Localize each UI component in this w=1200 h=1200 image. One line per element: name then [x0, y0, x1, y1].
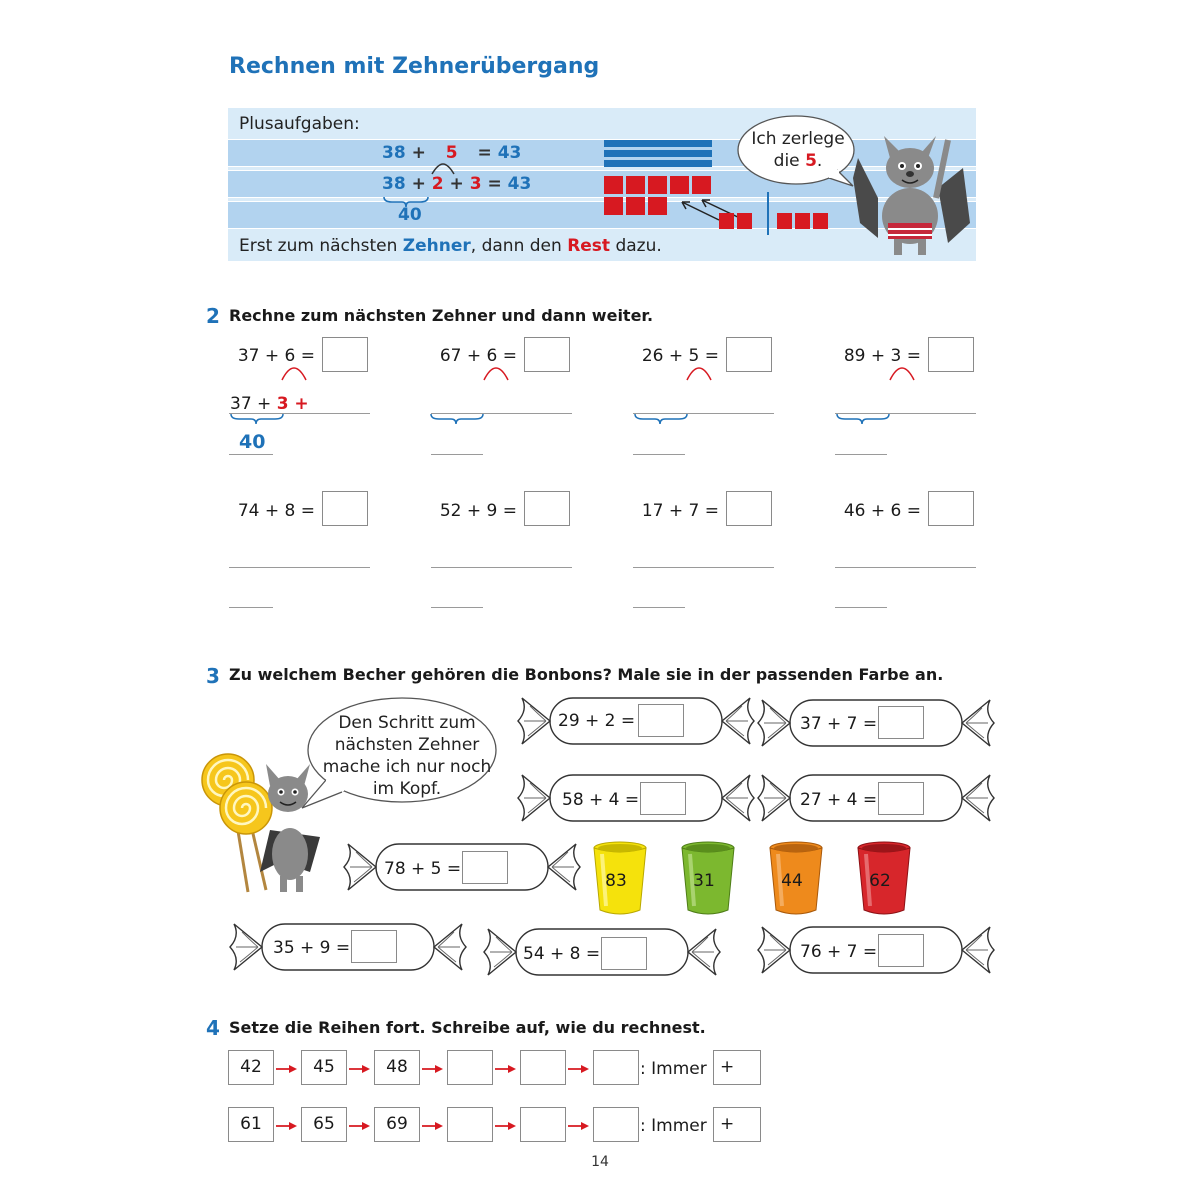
split-caret-icon — [684, 366, 714, 382]
bat-mascot-icon — [848, 128, 973, 261]
sequence-answer-box[interactable] — [447, 1107, 493, 1142]
arrow-right-icon — [276, 1064, 298, 1074]
answer-box[interactable] — [726, 337, 772, 372]
task-expression: 26 + 5 = — [641, 346, 719, 366]
exercise-2-title: Rechne zum nächsten Zehner und dann weiter. — [229, 306, 654, 325]
work-line[interactable] — [633, 454, 685, 455]
work-line[interactable] — [431, 607, 483, 608]
info-equation-2: 38 + 2 + 3 = 43 — [382, 174, 532, 194]
cup-label: 31 — [693, 871, 715, 891]
sequence-box: 69 — [374, 1107, 420, 1142]
candy[interactable] — [516, 694, 756, 748]
exercise-4-title: Setze die Reihen fort. Schreibe auf, wie du rechnest. — [229, 1018, 706, 1037]
candy-expression: 58 + 4 = — [562, 790, 640, 810]
rule-box[interactable]: + — [713, 1050, 761, 1085]
candy-expression: 35 + 9 = — [273, 938, 351, 958]
brace-icon — [835, 413, 891, 425]
arrow-right-icon — [349, 1064, 371, 1074]
answer-box[interactable] — [638, 704, 684, 737]
page-number: 14 — [591, 1154, 609, 1170]
candy-expression: 54 + 8 = — [523, 944, 601, 964]
exercise-3-title: Zu welchem Becher gehören die Bonbons? Male sie in der passenden Farbe an. — [229, 665, 944, 684]
cup-label: 44 — [781, 871, 803, 891]
info-heading: Plusaufgaben: — [239, 114, 360, 134]
rule-box[interactable]: + — [713, 1107, 761, 1142]
answer-box[interactable] — [524, 337, 570, 372]
answer-box[interactable] — [524, 491, 570, 526]
candy-expression: 29 + 2 = — [558, 711, 636, 731]
answer-box[interactable] — [928, 337, 974, 372]
page-title: Rechnen mit Zehnerübergang — [229, 54, 600, 79]
example-expression: 37 + 3 + — [230, 394, 309, 414]
split-caret-icon — [887, 366, 917, 382]
task-expression: 17 + 7 = — [641, 501, 719, 521]
answer-box[interactable] — [878, 706, 924, 739]
answer-box[interactable] — [928, 491, 974, 526]
work-line[interactable] — [431, 454, 483, 455]
arrow-right-icon — [422, 1121, 444, 1131]
info-box — [228, 108, 976, 261]
work-line[interactable] — [633, 567, 774, 568]
answer-box[interactable] — [322, 337, 368, 372]
candy-expression: 27 + 4 = — [800, 790, 878, 810]
candy-expression: 78 + 5 = — [384, 859, 462, 879]
info-equation-1: 38 + 5 = 43 — [382, 143, 522, 163]
brace-icon — [229, 413, 285, 425]
arrow-right-icon — [422, 1064, 444, 1074]
exercise-4-number: 4 — [206, 1016, 220, 1040]
exercise-2-number: 2 — [206, 304, 220, 328]
work-line[interactable] — [835, 454, 887, 455]
answer-box[interactable] — [640, 782, 686, 815]
work-line[interactable] — [229, 607, 273, 608]
work-line[interactable] — [835, 567, 976, 568]
info-footer: Erst zum nächsten Zehner, dann den Rest dazu. — [239, 236, 662, 256]
answer-box[interactable] — [878, 934, 924, 967]
bubble-text: Ich zerlege die 5. — [751, 129, 845, 171]
sequence-box: 48 — [374, 1050, 420, 1085]
work-line[interactable] — [229, 567, 370, 568]
task-expression: 37 + 6 = — [237, 346, 315, 366]
sequence-box: 61 — [228, 1107, 274, 1142]
sequence-answer-box[interactable] — [520, 1107, 566, 1142]
task-expression: 89 + 3 = — [843, 346, 921, 366]
answer-box[interactable] — [462, 851, 508, 884]
sequence-answer-box[interactable] — [447, 1050, 493, 1085]
candy-expression: 76 + 7 = — [800, 942, 878, 962]
work-line[interactable] — [633, 607, 685, 608]
task-expression: 67 + 6 = — [439, 346, 517, 366]
arrow-right-icon — [349, 1121, 371, 1131]
split-caret-icon — [481, 366, 511, 382]
answer-box[interactable] — [601, 937, 647, 970]
cup-label: 62 — [869, 871, 891, 891]
sequence-box: 45 — [301, 1050, 347, 1085]
split-caret-icon — [279, 366, 309, 382]
bubble-text: Den Schritt zum nächsten Zehner mache ich nur noch im Kopf. — [322, 713, 492, 799]
candy-expression: 37 + 7 = — [800, 714, 878, 734]
answer-box[interactable] — [322, 491, 368, 526]
work-line[interactable] — [835, 607, 887, 608]
answer-box[interactable] — [878, 782, 924, 815]
task-expression: 52 + 9 = — [439, 501, 517, 521]
cup-label: 83 — [605, 871, 627, 891]
sequence-answer-box[interactable] — [593, 1107, 639, 1142]
arrow-right-icon — [276, 1121, 298, 1131]
brace-icon — [633, 413, 689, 425]
sequence-box: 42 — [228, 1050, 274, 1085]
info-ten-value: 40 — [398, 205, 422, 225]
arrow-right-icon — [568, 1064, 590, 1074]
sequence-box: 65 — [301, 1107, 347, 1142]
work-line[interactable] — [431, 567, 572, 568]
sequence-answer-box[interactable] — [593, 1050, 639, 1085]
arrow-right-icon — [495, 1064, 517, 1074]
example-ten: 40 — [239, 431, 266, 453]
arrow-right-icon — [568, 1121, 590, 1131]
brace-icon — [429, 413, 485, 425]
task-expression: 74 + 8 = — [237, 501, 315, 521]
sequence-answer-box[interactable] — [520, 1050, 566, 1085]
exercise-3-number: 3 — [206, 664, 220, 688]
bat-with-lollipops-icon — [200, 742, 325, 897]
task-expression: 46 + 6 = — [843, 501, 921, 521]
immer-label: : Immer — [640, 1059, 707, 1079]
answer-box[interactable] — [726, 491, 772, 526]
arrow-right-icon — [495, 1121, 517, 1131]
answer-box[interactable] — [351, 930, 397, 963]
work-line[interactable] — [229, 454, 273, 455]
immer-label: : Immer — [640, 1116, 707, 1136]
